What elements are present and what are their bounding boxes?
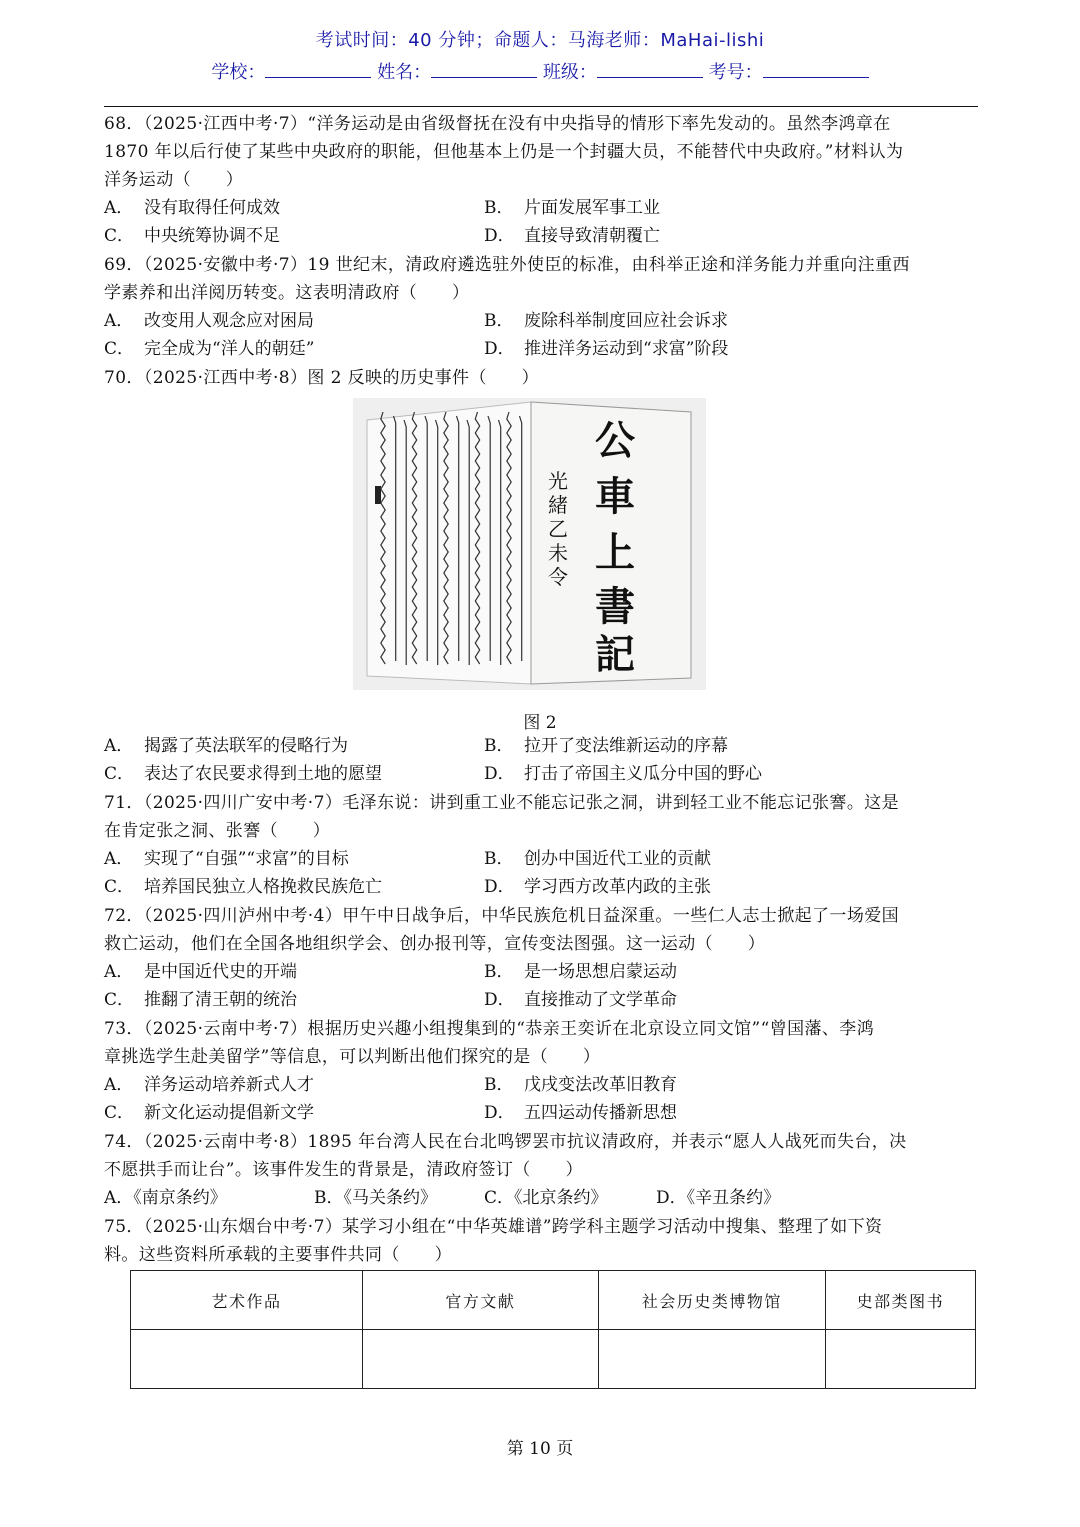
- q68-line2: 1870 年以后行使了某些中央政府的职能，但他基本上仍是一个封疆大员，不能替代中央政府。”材料认为: [104, 142, 904, 162]
- exam-number-label: 考号：: [708, 62, 763, 83]
- page-number: 第 10 页: [506, 1439, 574, 1459]
- q68-option-c: C． 中央统筹协调不足: [104, 226, 280, 246]
- cover-char: 上: [595, 529, 635, 576]
- q71-line1: 71．（2025·四川广安中考·7）毛泽东说：讲到重工业不能忘记张之洞，讲到轻工业不能忘记张謇。这是: [104, 793, 900, 813]
- q69-line2: 学素养和出洋阅历转变。这表明清政府（ ）: [104, 283, 470, 303]
- school-label: 学校：: [211, 62, 266, 83]
- q68-option-a: A． 没有取得任何成效: [104, 198, 280, 218]
- cover-char: 公: [595, 417, 635, 464]
- q73-line1: 73．（2025·云南中考·7）根据历史兴趣小组搜集到的“恭亲王奕䜣在北京设立同文馆”“曾国藩、李鸿: [104, 1019, 875, 1039]
- q71-option-a: A． 实现了“自强”“求富”的目标: [104, 849, 349, 869]
- q68-option-d: D． 直接导致清朝覆亡: [484, 226, 660, 246]
- name-blank: [431, 61, 537, 78]
- table-cell: [131, 1330, 363, 1389]
- q69-option-a: A． 改变用人观念应对困局: [104, 311, 314, 331]
- q74-option-b: B．《马关条约》: [314, 1188, 437, 1208]
- student-info-line: [0, 58, 1080, 84]
- cover-char: 車: [595, 473, 635, 520]
- q74-option-a: A．《南京条约》: [104, 1188, 227, 1208]
- table-header-cell: 史部类图书: [825, 1271, 975, 1330]
- q70-option-a: A． 揭露了英法联军的侵略行为: [104, 736, 348, 756]
- q68-line3: 洋务运动（ ）: [104, 170, 244, 190]
- q70-option-b: B． 拉开了变法维新运动的序幕: [484, 736, 728, 756]
- cover-char: 書: [595, 583, 635, 630]
- q71-line2: 在肯定张之洞、张謇（ ）: [104, 821, 331, 841]
- table-header-cell: 社会历史类博物馆: [598, 1271, 825, 1330]
- table-cell: [598, 1330, 825, 1389]
- cover-side-char: 光: [548, 469, 568, 493]
- q71-option-d: D． 学习西方改革内政的主张: [484, 877, 711, 897]
- table-cell: [825, 1330, 975, 1389]
- q68-option-b: B． 片面发展军事工业: [484, 198, 660, 218]
- q69-option-b: B． 废除科举制度回应社会诉求: [484, 311, 728, 331]
- class-label: 班级：: [542, 62, 597, 83]
- q69-option-c: C． 完全成为“洋人的朝廷”: [104, 339, 315, 359]
- q68-line1: 68．（2025·江西中考·7）“洋务运动是由省级督抚在没有中央指导的情形下率先发动的。虽然李鸿章在: [104, 114, 891, 134]
- school-blank: [265, 61, 371, 78]
- table-header-row: [131, 1271, 976, 1330]
- figure-caption: 图 2: [523, 713, 557, 733]
- q74-option-d: D．《辛丑条约》: [656, 1188, 781, 1208]
- cover-side-char: 未: [548, 541, 568, 565]
- q75-line1: 75．（2025·山东烟台中考·7）某学习小组在“中华英雄谱”跨学科主题学习活动中搜集、整理了如下资: [104, 1217, 883, 1237]
- materials-table: [130, 1270, 976, 1389]
- q70-option-d: D． 打击了帝国主义瓜分中国的野心: [484, 764, 762, 784]
- q72-option-b: B． 是一场思想启蒙运动: [484, 962, 677, 982]
- q73-option-a: A． 洋务运动培养新式人才: [104, 1075, 314, 1095]
- q72-option-c: C． 推翻了清王朝的统治: [104, 990, 297, 1010]
- q69-option-d: D． 推进洋务运动到“求富”阶段: [484, 339, 729, 359]
- cover-side-char: 緒: [548, 493, 568, 517]
- q74-line1: 74．（2025·云南中考·8）1895 年台湾人民在台北鸣锣罢市抗议清政府，并表示“愿人人战死而失台，决: [104, 1132, 907, 1152]
- q73-option-b: B． 戊戌变法改革旧教育: [484, 1075, 677, 1095]
- q71-option-b: B． 创办中国近代工业的贡献: [484, 849, 711, 869]
- exam-number-blank: [763, 61, 869, 78]
- q74-line2: 不愿拱手而让台”。该事件发生的背景是，清政府签订（ ）: [104, 1160, 583, 1180]
- q72-option-a: A． 是中国近代史的开端: [104, 962, 297, 982]
- q73-line2: 章挑选学生赴美留学”等信息，可以判断出他们探究的是（ ）: [104, 1047, 601, 1067]
- q69-line1: 69．（2025·安徽中考·7）19 世纪末，清政府遴选驻外使臣的标准，由科举正途和洋务能力并重向注重西: [104, 255, 910, 275]
- cover-side-char: 乙: [548, 517, 568, 541]
- gongche-shangshu-figure: [353, 398, 706, 690]
- cover-char: 記: [595, 631, 635, 678]
- class-blank: [597, 61, 703, 78]
- q73-option-d: D． 五四运动传播新思想: [484, 1103, 677, 1123]
- exam-info-line: 考试时间：40 分钟；命题人：马海老师：MaHai-lishi: [315, 30, 765, 51]
- cover-side-char: 令: [548, 565, 568, 589]
- q74-option-c: C．《北京条约》: [484, 1188, 608, 1208]
- name-label: 姓名：: [377, 62, 432, 83]
- table-row: [131, 1330, 976, 1389]
- historical-document-image: [353, 398, 706, 690]
- q75-line2: 料。这些资料所承载的主要事件共同（ ）: [104, 1245, 452, 1265]
- table-header-cell: 官方文献: [362, 1271, 598, 1330]
- q72-option-d: D． 直接推动了文学革命: [484, 990, 677, 1010]
- q72-line2: 救亡运动，他们在全国各地组织学会、创办报刊等，宣传变法图强。这一运动（ ）: [104, 934, 766, 954]
- q70-option-c: C． 表达了农民要求得到土地的愿望: [104, 764, 382, 784]
- q71-option-c: C． 培养国民独立人格挽救民族危亡: [104, 877, 382, 897]
- table-cell: [362, 1330, 598, 1389]
- q70-line1: 70．（2025·江西中考·8）图 2 反映的历史事件（ ）: [104, 368, 540, 388]
- q72-line1: 72．（2025·四川泸州中考·4）甲午中日战争后，中华民族危机日益深重。一些仁人志士掀起了一场爱国: [104, 906, 900, 926]
- table-header-cell: 艺术作品: [131, 1271, 363, 1330]
- q73-option-c: C． 新文化运动提倡新文学: [104, 1103, 314, 1123]
- header-divider: [104, 106, 978, 107]
